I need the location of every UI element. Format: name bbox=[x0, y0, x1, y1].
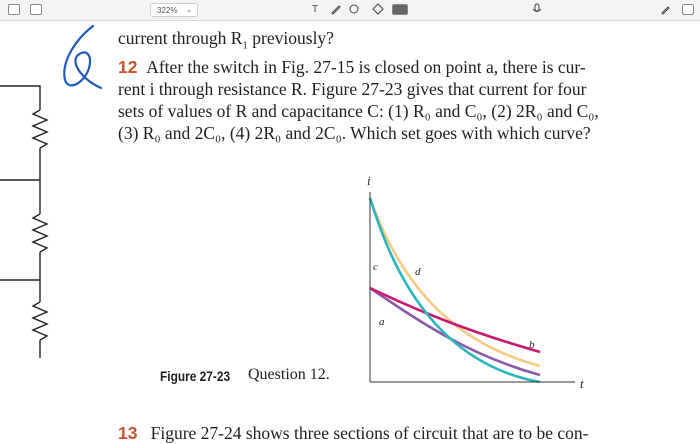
question-12-line-2: rent i through resistance R. Figure 27-23 gives that current for four bbox=[118, 79, 587, 99]
highlighter-icon[interactable] bbox=[348, 3, 360, 15]
question-13-line-1 bbox=[118, 422, 588, 444]
figure-caption-text: Question 12. bbox=[248, 366, 330, 383]
annotation-toolbar bbox=[0, 0, 700, 21]
question-12-line-1 bbox=[118, 56, 586, 78]
x-axis-label: t bbox=[580, 376, 584, 391]
zoom-value: 322% bbox=[157, 6, 178, 15]
curve-label-c: c bbox=[373, 261, 378, 273]
q12-line1-text: After the switch in Fig. 27-15 is closed on point a, there is cur- bbox=[146, 57, 586, 77]
zoom-select[interactable] bbox=[150, 3, 198, 17]
question-12-line-4: (3) R₀ and 2C₀, (4) 2R₀ and 2C₀. Which set goes with which curve? bbox=[118, 123, 591, 143]
circuit-fragment bbox=[0, 68, 75, 368]
eraser-icon[interactable] bbox=[372, 3, 384, 15]
prev-line-text: current through R bbox=[118, 28, 243, 48]
prev-line-sub: 1 bbox=[242, 39, 248, 52]
question-13-number: 13 bbox=[118, 423, 138, 443]
figure-caption-label: Figure 27-23 bbox=[160, 368, 231, 384]
edit-icon[interactable] bbox=[30, 4, 42, 15]
text-tool-icon[interactable]: T bbox=[312, 4, 319, 15]
q13-text: Figure 27-24 shows three sections of circuit that are to be con- bbox=[150, 423, 589, 443]
y-axis-label: i bbox=[367, 173, 371, 188]
prev-line-end: previously? bbox=[247, 28, 334, 48]
page bbox=[0, 20, 700, 443]
question-12-number: 12 bbox=[118, 57, 138, 77]
pen-icon[interactable] bbox=[330, 3, 342, 15]
sidebar-toggle-icon[interactable] bbox=[8, 4, 20, 15]
curve-label-a: a bbox=[379, 316, 385, 328]
mic-icon[interactable] bbox=[532, 3, 542, 15]
chevron-down-icon: ⌄ bbox=[186, 7, 192, 14]
curve-label-d: d bbox=[415, 266, 421, 278]
image-tool-icon[interactable] bbox=[392, 4, 408, 15]
pencil-icon[interactable] bbox=[660, 3, 672, 15]
copy-icon[interactable] bbox=[682, 4, 694, 15]
curve-c bbox=[370, 198, 540, 382]
figure-27-23-graph bbox=[360, 172, 590, 392]
question-12-line-3: sets of values of R and capacitance C: (1) R₀ and C₀, (2) 2R₀ and C₀, bbox=[118, 101, 599, 121]
previous-question-tail bbox=[118, 27, 334, 57]
curve-label-b: b bbox=[529, 339, 535, 351]
